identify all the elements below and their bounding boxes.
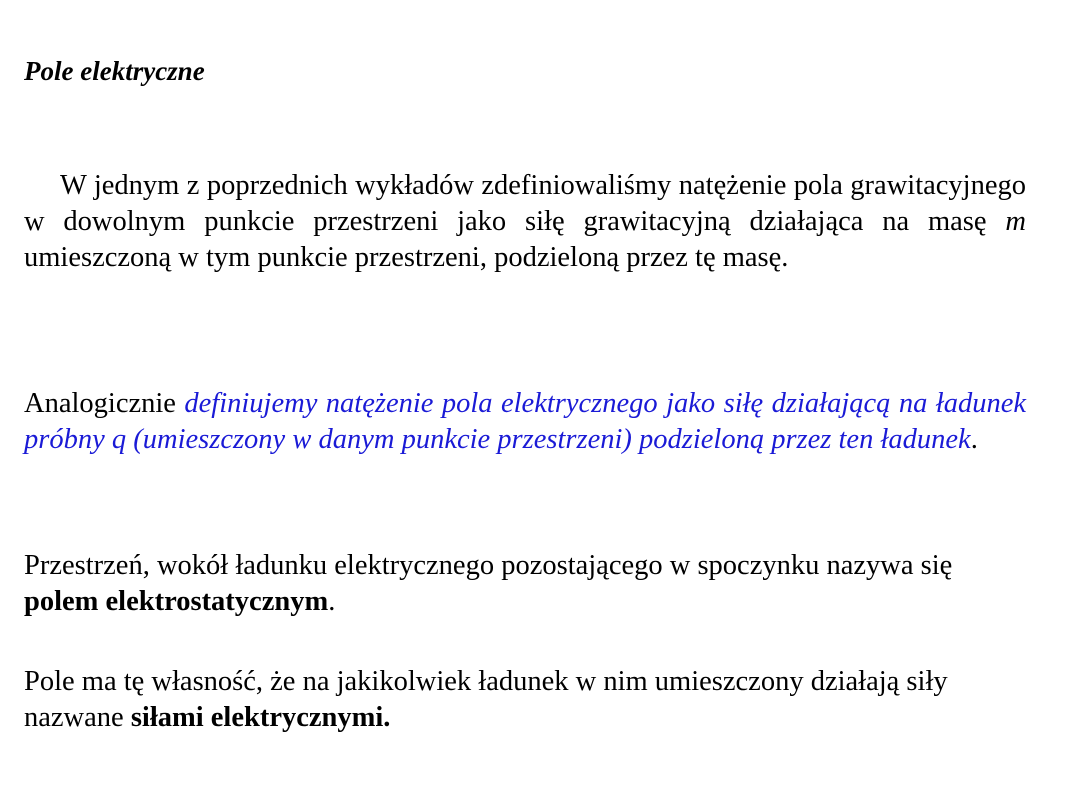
paragraph-electrostatic-field xyxy=(24,548,1026,620)
paragraph-electric-field-definition xyxy=(24,386,1026,458)
p2-end: . xyxy=(970,424,978,455)
paragraph-gravitational-field xyxy=(24,168,1026,276)
p1-text-before: W jednym z poprzednich wykładów zdefiniowaliśmy natężenie pola grawitacyjnego w dowolnym punkcie przestrzeni jako siłę grawitacyjną działająca na masę xyxy=(24,170,1026,237)
p1-text-after: umieszczoną w tym punkcie przestrzeni, podzieloną przez tę masę. xyxy=(24,242,789,273)
term-electrostatic-field: polem elektrostatycznym xyxy=(24,586,329,617)
slide-title: Pole elektryczne xyxy=(24,56,205,86)
electric-field-definition: definiujemy natężenie pola elektrycznego jako siłę działającą na ładunek próbny q (umieszczony w danym punkcie przestrzeni) podzieloną przez ten ładunek xyxy=(24,388,1026,455)
term-electric-forces: siłami elektrycznymi. xyxy=(130,702,391,733)
paragraph-electric-forces xyxy=(24,664,1026,736)
p3-end: . xyxy=(328,586,336,617)
p4-text: Pole ma tę własność, że na jakikolwiek ładunek w nim umieszczony działają siły nazwane xyxy=(24,666,948,733)
p3-text: Przestrzeń, wokół ładunku elektrycznego pozostającego w spoczynku nazywa się xyxy=(24,550,953,581)
p2-lead: Analogicznie xyxy=(24,388,185,419)
mass-symbol: m xyxy=(1005,206,1026,237)
